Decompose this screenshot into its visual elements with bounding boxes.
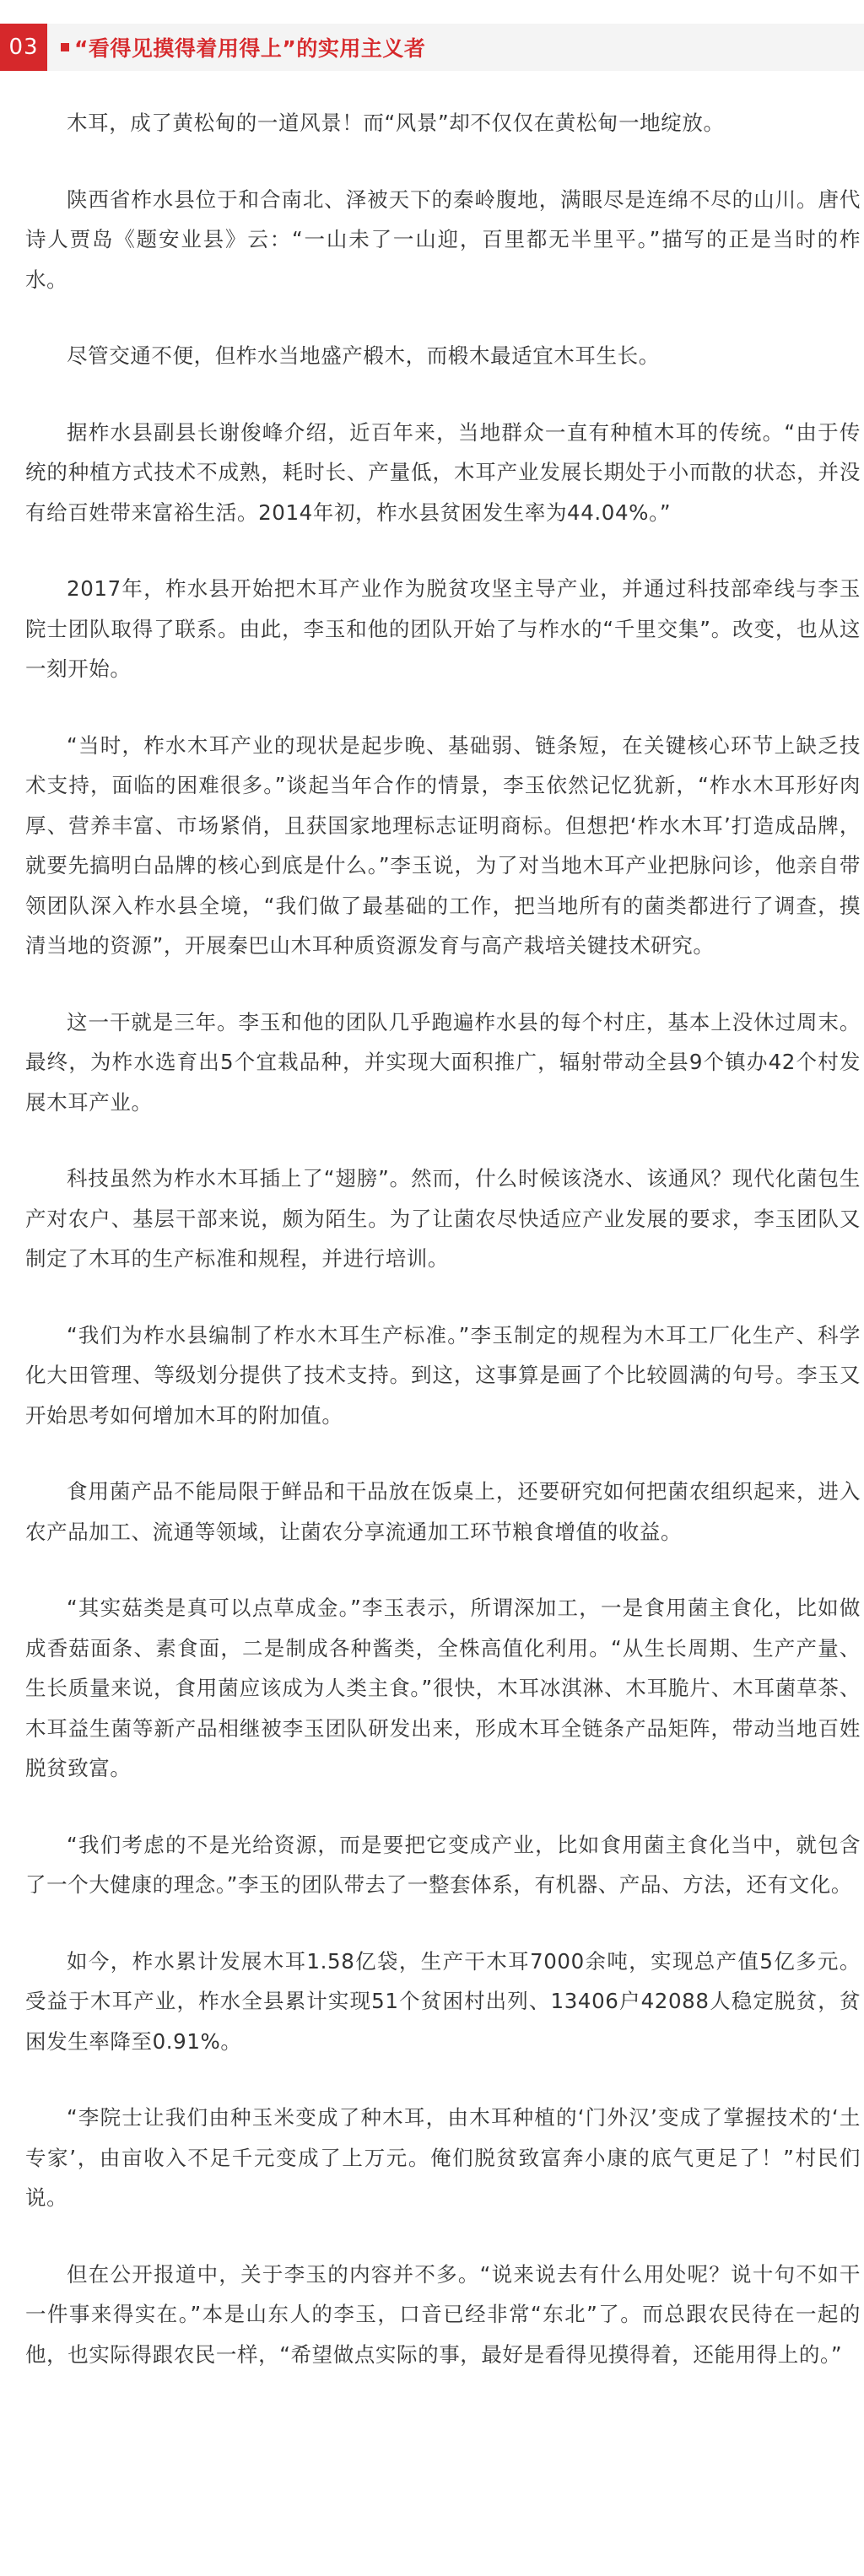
paragraph-4: 据柞水县副县长谢俊峰介绍，近百年来，当地群众一直有种植木耳的传统。“由于传统的种植方式技术不成熟，耗时长、产量低，木耳产业发展长期处于小而散的状态，并没有给百姓带来富裕生活。2014年初，柞水县贫困发生率为44.04%。” [25, 419, 861, 525]
paragraph-8: 科技虽然为柞水木耳插上了“翅膀”。然而，什么时候该浇水、该通风？现代化菌包生产对农户、基层干部来说，颇为陌生。为了让菌农尽快适应产业发展的要求，李玉团队又制定了木耳的生产标准和规程，并进行培训。 [25, 1166, 861, 1271]
paragraph-13: 如今，柞水累计发展木耳1.58亿袋，生产干木耳7000余吨，实现总产值5亿多元。受益于木耳产业，柞水全县累计实现51个贫困村出列、13406户42088人稳定脱贫，贫困发生率降至0.91%。 [25, 1948, 861, 2054]
paragraph-10: 食用菌产品不能局限于鲜品和干品放在饭桌上，还要研究如何把菌农组织起来，进入农产品加工、流通等领域，让菌农分享流通加工环节粮食增值的收益。 [25, 1479, 861, 1544]
paragraph-14: “李院士让我们由种玉米变成了种木耳，由木耳种植的‘门外汉’变成了掌握技术的‘土专家’，由亩收入不足千元变成了上万元。俺们脱贫致富奔小康的底气更足了！”村民们说。 [25, 2105, 861, 2210]
paragraph-3: 尽管交通不便，但柞水当地盛产椴木，而椴木最适宜木耳生长。 [67, 343, 660, 368]
paragraph-12: “我们考虑的不是光给资源，而是要把它变成产业，比如食用菌主食化当中，就包含了一个大健康的理念。”李玉的团队带去了一整套体系，有机器、产品、方法，还有文化。 [25, 1832, 861, 1897]
paragraph-2: 陕西省柞水县位于和合南北、泽被天下的秦岭腹地，满眼尽是连绵不尽的山川。唐代诗人贾岛《题安业县》云：“一山未了一山迎，百里都无半里平。”描写的正是当时的柞水。 [25, 186, 861, 292]
paragraph-7: 这一干就是三年。李玉和他的团队几乎跑遍柞水县的每个村庄，基本上没休过周末。最终，为柞水选育出5个宜栽品种，并实现大面积推广，辐射带动全县9个镇办42个村发展木耳产业。 [25, 1009, 861, 1115]
article-body [25, 103, 861, 2411]
paragraph-5: 2017年，柞水县开始把木耳产业作为脱贫攻坚主导产业，并通过科技部牵线与李玉院士团队取得了联系。由此，李玉和他的团队开始了与柞水的“千里交集”。改变，也从这一刻开始。 [25, 576, 861, 681]
paragraph-9: “我们为柞水县编制了柞水木耳生产标准。”李玉制定的规程为木耳工厂化生产、科学化大田管理、等级划分提供了技术支持。到这，这事算是画了个比较圆满的句号。李玉又开始思考如何增加木耳的附加值。 [25, 1322, 861, 1428]
section-title: “看得见摸得着用得上”的实用主义者 [74, 36, 426, 61]
square-bullet-icon [61, 43, 69, 51]
paragraph-15: 但在公开报道中，关于李玉的内容并不多。“说来说去有什么用处呢？说十句不如干一件事来得实在。”本是山东人的李玉，口音已经非常“东北”了。而总跟农民待在一起的他，也实际得跟农民一样，“希望做点实际的事，最好是看得见摸得着，还能用得上的。” [25, 2261, 861, 2367]
paragraph-11: “其实菇类是真可以点草成金。”李玉表示，所谓深加工，一是食用菌主食化，比如做成香菇面条、素食面，二是制成各种酱类，全株高值化利用。“从生长周期、生产产量、生长质量来说，食用菌应该成为人类主食。”很快，木耳冰淇淋、木耳脆片、木耳菌草茶、木耳益生菌等新产品相继被李玉团队研发出来，形成木耳全链条产品矩阵，带动当地百姓脱贫致富。 [25, 1596, 861, 1780]
section-number-badge: 03 [0, 24, 47, 71]
section-header [0, 24, 864, 71]
paragraph-1: 木耳，成了黄松甸的一道风景！而“风景”却不仅仅在黄松甸一地绽放。 [67, 111, 725, 135]
paragraph-6: “当时，柞水木耳产业的现状是起步晚、基础弱、链条短，在关键核心环节上缺乏技术支持，面临的困难很多。”谈起当年合作的情景，李玉依然记忆犹新，“柞水木耳形好肉厚、营养丰富、市场紧俏，且获国家地理标志证明商标。但想把‘柞水木耳’打造成品牌，就要先搞明白品牌的核心到底是什么。”李玉说，为了对当地木耳产业把脉问诊，他亲自带领团队深入柞水县全境，“我们做了最基础的工作，把当地所有的菌类都进行了调查，摸清当地的资源”，开展秦巴山木耳种质资源发育与高产栽培关键技术研究。 [25, 732, 861, 958]
